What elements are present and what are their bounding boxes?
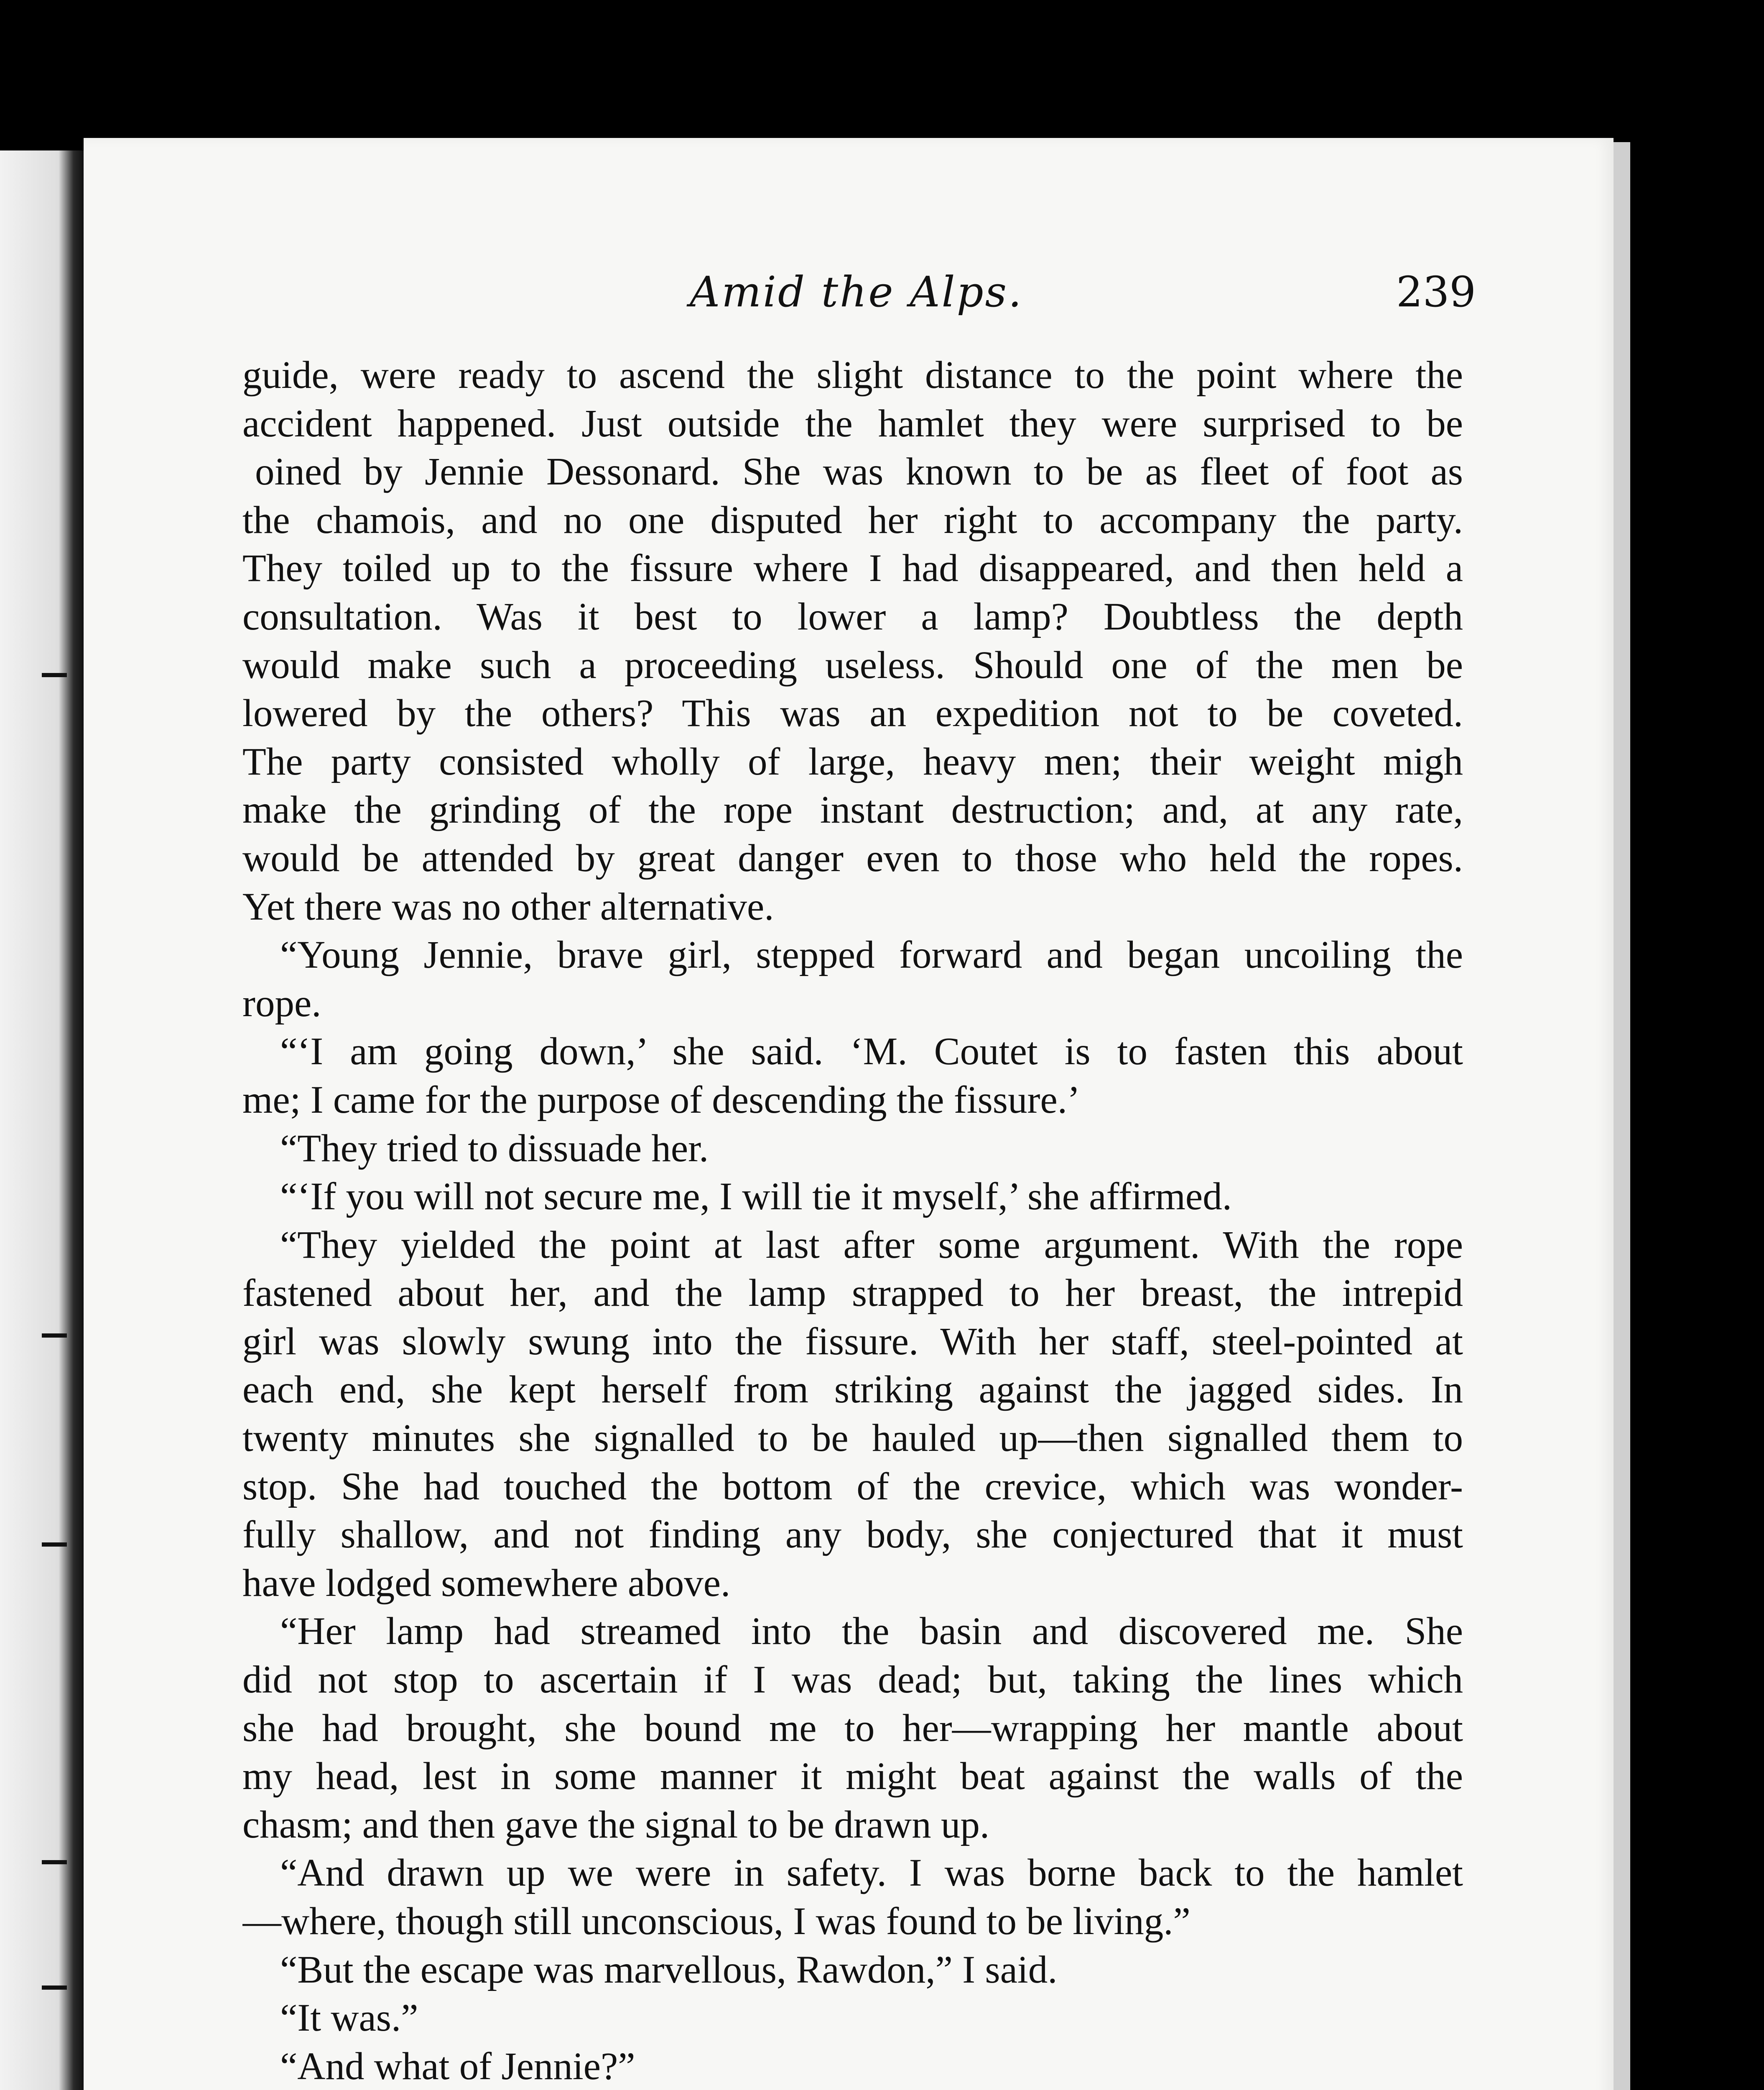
body-text [242, 351, 1463, 2090]
text-line: make the grinding of the rope instant destruction; and, at any rate, [242, 788, 1463, 832]
text-line: have lodged somewhere above. [242, 1561, 731, 1605]
text-line: fully shallow, and not finding any body, she conjectured that it must [242, 1513, 1463, 1557]
text-line: girl was slowly swung into the fissure. With her staff, steel-pointed at [242, 1320, 1463, 1363]
text-line: stop. She had touched the bottom of the crevice, which was wonder- [242, 1465, 1463, 1508]
text-line: my head, lest in some manner it might beat against the walls of the [242, 1755, 1463, 1798]
book-page [84, 138, 1614, 2090]
running-head [84, 259, 1614, 322]
text-line: fastened about her, and the lamp strapped to her breast, the intrepid [242, 1272, 1463, 1315]
text-line: “They yielded the point at last after some argument. With the rope [280, 1223, 1463, 1267]
text-line: “‘If you will not secure me, I will tie it myself,’ she affirmed. [280, 1175, 1232, 1218]
running-title: Amid the Alps. [690, 268, 1023, 316]
text-line: lowered by the others? This was an expedition not to be coveted. [242, 692, 1463, 735]
text-line: accident happened. Just outside the hamlet they were surprised to be [242, 402, 1463, 445]
text-line: twenty minutes she signalled to be hauled up—then signalled them to [242, 1417, 1463, 1460]
text-line: the chamois, and no one disputed her right to accompany the party. [242, 498, 1463, 542]
text-line: —where, though still unconscious, I was found to be living.” [242, 1900, 1190, 1943]
text-line: chasm; and then gave the signal to be drawn up. [242, 1803, 990, 1846]
book-right-edge [1614, 142, 1630, 2090]
text-line: would make such a proceeding useless. Should one of the men be [242, 643, 1463, 687]
text-line: would be attended by great danger even to those who held the ropes. [242, 836, 1463, 880]
text-line: The party consisted wholly of large, heavy men; their weight migh [242, 740, 1463, 783]
text-line: me; I came for the purpose of descending the fissure.’ [242, 1078, 1080, 1121]
text-line: “And drawn up we were in safety. I was borne back to the hamlet [280, 1851, 1463, 1895]
text-line: “Young Jennie, brave girl, stepped forward and began uncoiling the [280, 933, 1463, 977]
text-line: consultation. Was it best to lower a lamp? Doubtless the depth [242, 595, 1463, 638]
text-line: Yet there was no other alternative. [242, 885, 774, 928]
text-line: “They tried to dissuade her. [280, 1127, 709, 1170]
text-line: oined by Jennie Dessonard. She was known to be as fleet of foot as [255, 450, 1463, 494]
text-line: guide, were ready to ascend the slight distance to the point where the [242, 354, 1463, 397]
text-line: “Her lamp had streamed into the basin and discovered me. She [280, 1610, 1463, 1653]
text-line: “‘I am going down,’ she said. ‘M. Coutet is to fasten this about [280, 1030, 1463, 1073]
binding-marks [42, 150, 67, 2090]
text-line: “It was.” [280, 1996, 418, 2040]
text-line: “And what of Jennie?” [280, 2044, 635, 2088]
text-line: “But the escape was marvellous, Rawdon,” I said. [280, 1948, 1058, 1991]
text-line: did not stop to ascertain if I was dead; but, taking the lines which [242, 1658, 1463, 1702]
text-line: each end, she kept herself from striking against the jagged sides. In [242, 1368, 1463, 1412]
text-line: she had brought, she bound me to her—wrapping her mantle about [242, 1706, 1463, 1750]
page-number: 239 [1396, 268, 1476, 316]
text-line: rope. [242, 981, 321, 1025]
text-line: They toiled up to the fissure where I had disappeared, and then held a [242, 547, 1463, 590]
